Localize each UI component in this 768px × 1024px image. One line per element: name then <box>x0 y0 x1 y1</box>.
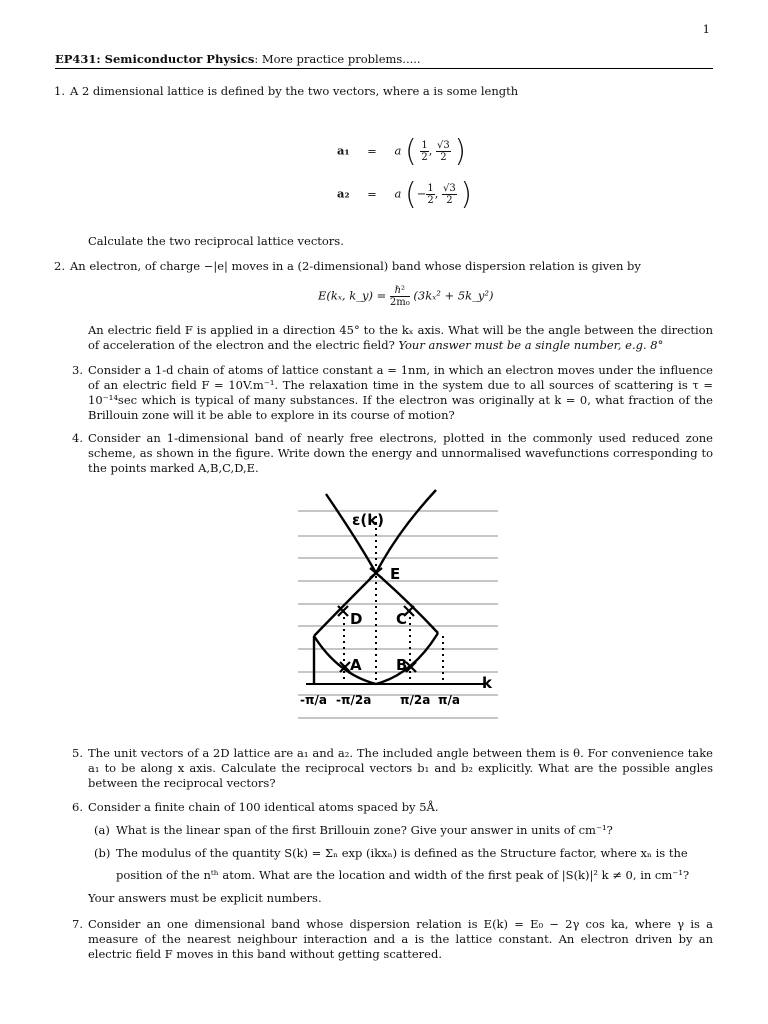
question-6-footer: Your answers must be explicit numbers. <box>88 891 322 905</box>
tick-label-pi-a: π/a <box>438 693 460 707</box>
question-body: An electric field F is applied in a direction 45° to the kₓ axis. What will be the angle between the direction of acceleration of the electron and the electric field? <box>88 323 713 352</box>
page-number: 1 <box>702 22 710 36</box>
question-number: 7. <box>72 917 83 931</box>
question-text: Consider a finite chain of 100 identical atoms spaced by 5Å. <box>88 800 439 814</box>
tick-label-neg-pi-2a: -π/2a <box>336 693 372 707</box>
question-number: 3. <box>72 363 83 377</box>
tick-label-pi-2a: π/2a <box>400 693 431 707</box>
question-6b <box>94 846 713 883</box>
question-7 <box>72 917 713 962</box>
y-axis-label: ε(k) <box>352 511 385 529</box>
answer-note: Your answer must be a single number, e.g. 8° <box>398 338 664 352</box>
question-number: 1. <box>54 84 65 98</box>
equals-sign: = <box>367 186 377 201</box>
equation-a2: a₂ = a (− $\frac{1}{2}$ , $\frac{√3}{2}$ ) <box>337 177 473 212</box>
a2-y-fraction: $\frac{√3}{2}$ <box>443 183 456 206</box>
point-label-d: D <box>350 610 363 628</box>
question-number: 2. <box>54 259 65 273</box>
x-axis-label: k <box>482 674 492 692</box>
question-6a <box>94 823 713 838</box>
equals-sign: = <box>367 143 377 158</box>
dispersion-equation <box>318 285 493 308</box>
question-number: 4. <box>72 431 83 445</box>
equation-fraction: $\frac{\text{ℏ²}}{\text{2m₀}}$ <box>389 285 410 308</box>
point-label-a: A <box>350 656 362 674</box>
a1-y-fraction: $\frac{√3}{2}$ <box>437 140 450 163</box>
tick-label-neg-pi-a: -π/a <box>300 693 327 707</box>
part-text-line1: The modulus of the quantity S(k) = Σₙ exp (ikxₙ) is defined as the Structure factor, where xₙ is the <box>116 846 688 860</box>
part-label: (a) <box>94 823 110 837</box>
question-text: Consider an 1-dimensional band of nearly free electrons, plotted in the commonly used reduced zone scheme, as shown in the figure. Write down the energy and unnormalised wavefunctions corresponding to the points marked A,B,C,D,E. <box>88 431 713 475</box>
a2-x-fraction: $\frac{1}{2}$ <box>427 183 434 206</box>
equation-lhs: E(kₓ, k_y) = <box>318 288 387 303</box>
question-1 <box>54 84 713 99</box>
header-subtitle: : More practice problems..... <box>254 52 421 66</box>
page-header <box>55 52 713 69</box>
a1-label: a₁ <box>337 143 350 158</box>
question-3 <box>72 363 713 423</box>
course-title: EP431: Semiconductor Physics <box>55 52 255 66</box>
point-label-e: E <box>390 565 401 583</box>
question-2 <box>54 259 713 274</box>
point-label-b: B <box>396 656 408 674</box>
question-number: 6. <box>72 800 83 814</box>
question-text: An electron, of charge −|e| moves in a (2-dimensional) band whose dispersion relation is given by <box>70 259 641 273</box>
part-text-line2: position of the nᵗʰ atom. What are the location and width of the first peak of |S(k)|² k ≠ 0, in cm⁻¹? <box>116 868 690 882</box>
length-symbol: a <box>394 186 402 201</box>
question-6 <box>72 800 713 815</box>
part-text: What is the linear span of the first Brillouin zone? Give your answer in units of cm⁻¹? <box>116 823 613 837</box>
question-number: 5. <box>72 746 83 760</box>
part-label: (b) <box>94 846 111 860</box>
point-label-c: C <box>396 610 408 628</box>
question-text: Consider a 1-d chain of atoms of lattice constant a = 1nm, in which an electron moves under the influence of an electric field F = 10V.m⁻¹. The relaxation time in the system due to all sources of scattering is τ = 10⁻¹⁴sec which is typical of many substances. If the electron was originally at k = 0, what fraction of the Brillouin zone will it be able to explore in its course of motion? <box>88 363 713 422</box>
question-text: Consider an one dimensional band whose dispersion relation is E(k) = E₀ − 2γ cos ka, where γ is a measure of the nearest neighbour interaction and a is the lattice constant. An electron driven by an electric field F moves in this band without getting scattered. <box>88 917 713 961</box>
band-structure-figure <box>298 486 503 726</box>
question-1-task: Calculate the two reciprocal lattice vectors. <box>88 234 344 248</box>
question-5 <box>72 746 713 791</box>
question-4 <box>72 431 713 476</box>
length-symbol: a <box>394 143 402 158</box>
equation-rhs: (3kₓ² + 5k_y²) <box>413 288 494 303</box>
question-text: The unit vectors of a 2D lattice are a₁ and a₂. The included angle between them is θ. For convenience take a₁ to be along x axis. Calculate the reciprocal vectors b₁ and b₂ explicitly. What are the possible angles between the reciprocal vectors? <box>88 746 713 790</box>
question-2-body <box>88 323 713 353</box>
question-text: A 2 dimensional lattice is defined by the two vectors, where a is some length <box>70 84 519 98</box>
a1-x-fraction: $\frac{1}{2}$ <box>421 140 428 163</box>
a2-label: a₂ <box>337 186 350 201</box>
equation-a1: a₁ = a ( $\frac{1}{2}$ , $\frac{√3}{2}$ ) <box>337 134 467 169</box>
